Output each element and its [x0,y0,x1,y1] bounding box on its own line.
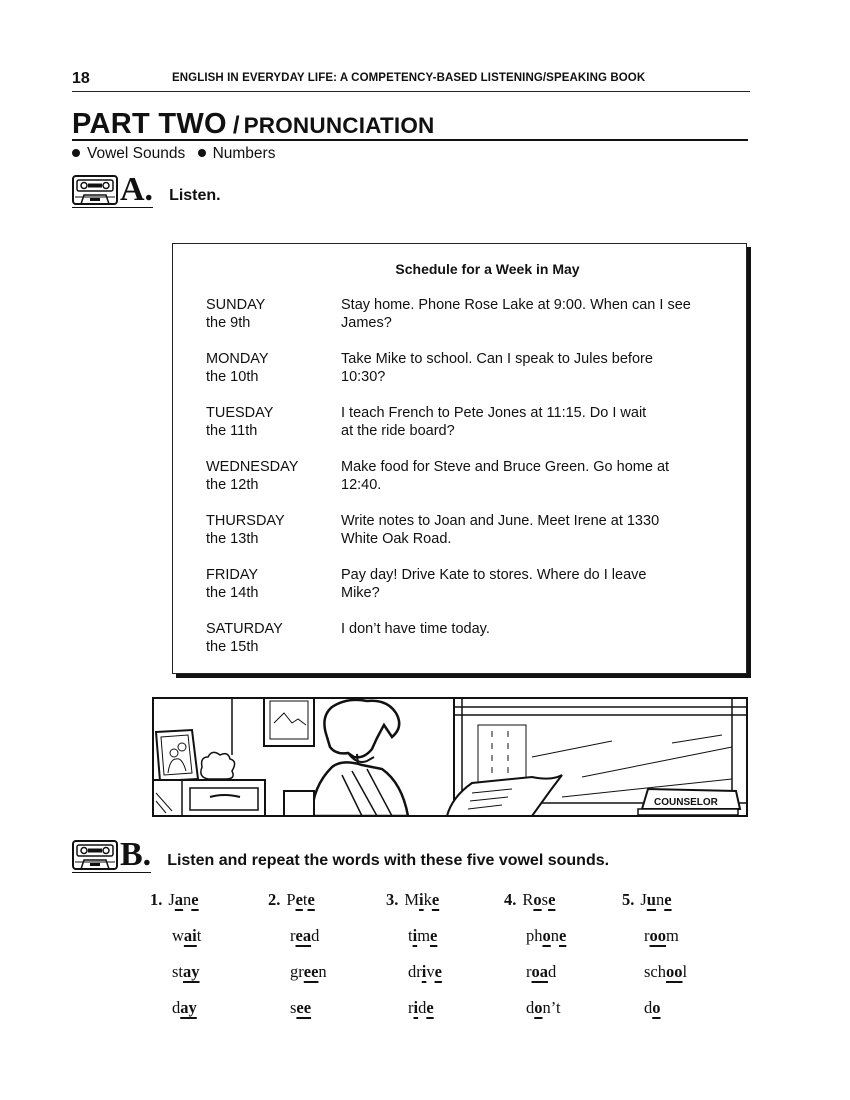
word-segment: gr [290,962,304,981]
vowel-key-word [150,890,199,910]
nameplate-text: COUNSELOR [654,797,718,808]
word-segment: r [290,926,296,945]
underlined-vowel: oa [531,962,548,981]
underlined-vowel: e [426,998,434,1017]
word-segment: ph [526,926,543,945]
underlined-vowel: e [548,890,556,909]
schedule-day: MONDAY the 10th [206,351,269,385]
word-segment: n [655,890,665,909]
schedule-day: SUNDAY the 9th [206,297,266,331]
vowel-example-word [172,962,200,982]
word-segment: J [640,890,647,909]
vowel-example-word [290,962,327,982]
vowel-example-word [408,962,442,982]
part-title-sub: PRONUNCIATION [243,113,435,138]
word-segment: k [423,890,432,909]
schedule-note: Write notes to Joan and June. Meet Irene at 1330 White Oak Road. [341,513,660,547]
word-segment: w [172,926,184,945]
cassette-tape-icon [72,840,118,870]
section-b-marker [72,836,152,873]
schedule-day: TUESDAY the 11th [206,405,274,439]
counselor-office-illustration [152,697,748,817]
word-segment: R [522,890,534,909]
word-segment: n [183,890,192,909]
word-segment: r [408,998,414,1017]
item-number: 4. [504,890,517,909]
bullet-icon [198,149,206,157]
vowel-key-word [622,890,672,910]
part-title-main: PART TWO [72,108,227,140]
word-segment: v [426,962,435,981]
item-number: 5. [622,890,635,909]
photo-frame-icon [156,730,198,781]
schedule-day: WEDNESDAY the 12th [206,459,299,493]
underlined-vowel: e [430,926,438,945]
vowel-word-grid [150,890,710,1030]
underlined-vowel: e [559,926,567,945]
vowel-example-word [644,926,679,946]
underlined-vowel: e [307,890,315,909]
part-title [72,108,748,141]
underlined-vowel: ay [183,962,200,981]
word-segment: d [644,998,653,1017]
section-a-heading [72,171,221,208]
topic-list [72,145,283,163]
word-segment: s [290,998,297,1017]
underlined-vowel: ai [183,926,197,945]
part-title-separator: / [232,112,240,139]
schedule-note: I don’t have time today. [341,621,490,637]
vowel-example-word [408,998,434,1018]
schedule-title: Schedule for a Week in May [395,261,580,277]
vowel-example-word [644,998,661,1018]
page-number: 18 [72,70,90,87]
underlined-vowel: o [533,890,542,909]
underlined-vowel: ay [180,998,197,1017]
underlined-vowel: oo [649,926,666,945]
underlined-vowel: o [652,998,661,1017]
word-segment: d [548,962,557,981]
underlined-vowel: e [191,890,199,909]
schedule-box [172,243,747,674]
word-segment: n’t [542,998,561,1017]
word-segment: d [418,998,427,1017]
word-segment: m [666,926,679,945]
underlined-vowel: i [412,926,418,945]
section-a-marker [72,171,154,208]
schedule-note: Pay day! Drive Kate to stores. Where do I leave Mike? [341,567,647,601]
vowel-example-word [526,998,561,1018]
section-b-heading [72,836,610,873]
word-segment: J [168,890,175,909]
vowel-example-word [526,962,556,982]
section-a-letter: A. [120,171,154,208]
word-segment: l [682,962,688,981]
underlined-vowel: e [664,890,672,909]
word-segment: n [550,926,559,945]
schedule-day: FRIDAY the 14th [206,567,259,601]
underlined-vowel: u [646,890,656,909]
underlined-vowel: oo [666,962,683,981]
vowel-key-word [504,890,555,910]
word-segment: r [526,962,532,981]
word-segment: d [311,926,320,945]
schedule-day: SATURDAY the 15th [206,621,283,655]
underlined-vowel: e [434,962,442,981]
underlined-vowel: e [295,890,303,909]
underlined-vowel: ee [303,962,319,981]
vowel-example-word [290,926,319,946]
schedule-note: I teach French to Pete Jones at 11:15. Do I wait at the ride board? [341,405,647,439]
underlined-vowel: o [542,926,551,945]
word-segment: dr [408,962,422,981]
underlined-vowel: i [421,962,427,981]
vowel-example-word [172,926,201,946]
topic-item: Numbers [212,145,276,162]
schedule-note: Make food for Steve and Bruce Green. Go home at 12:40. [341,459,670,493]
word-segment: m [417,926,431,945]
item-number: 1. [150,890,163,909]
item-number: 3. [386,890,399,909]
underlined-vowel: i [413,998,419,1017]
counselor-nameplate [638,789,740,815]
word-segment: t [196,926,202,945]
word-segment: t [408,926,413,945]
bullet-icon [72,149,80,157]
section-b-letter: B. [120,836,152,873]
schedule-note: Stay home. Phone Rose Lake at 9:00. When can I see James? [341,297,691,331]
underlined-vowel: i [419,890,424,909]
underlined-vowel: o [534,998,543,1017]
vowel-key-word [386,890,439,910]
schedule-note: Take Mike to school. Can I speak to Jules before 10:30? [341,351,653,385]
word-segment: t [302,890,308,909]
vowel-example-word [290,998,311,1018]
word-segment: st [172,962,184,981]
underlined-vowel: a [174,890,184,909]
running-head [72,68,750,92]
vowel-example-word [172,998,197,1018]
word-segment: sch [644,962,666,981]
vowel-key-word [268,890,315,910]
vowel-example-word [526,926,566,946]
word-segment: d [526,998,535,1017]
word-segment: M [404,890,420,909]
word-segment: r [644,926,650,945]
cassette-tape-icon [72,175,118,205]
underlined-vowel: e [431,890,440,909]
section-a-instruction: Listen. [169,187,221,204]
underlined-vowel: ea [295,926,312,945]
topic-item: Vowel Sounds [87,145,186,162]
word-segment: n [318,962,327,981]
vowel-example-word [408,926,437,946]
word-segment: s [541,890,549,909]
book-title: ENGLISH IN EVERYDAY LIFE: A COMPETENCY-BASED LISTENING/SPEAKING BOOK [172,72,646,84]
word-segment: d [172,998,181,1017]
word-segment: P [286,890,296,909]
schedule-day: THURSDAY the 13th [206,513,285,547]
underlined-vowel: ee [296,998,312,1017]
item-number: 2. [268,890,281,909]
section-b-instruction: Listen and repeat the words with these five vowel sounds. [167,852,610,869]
vowel-example-word [644,962,687,982]
